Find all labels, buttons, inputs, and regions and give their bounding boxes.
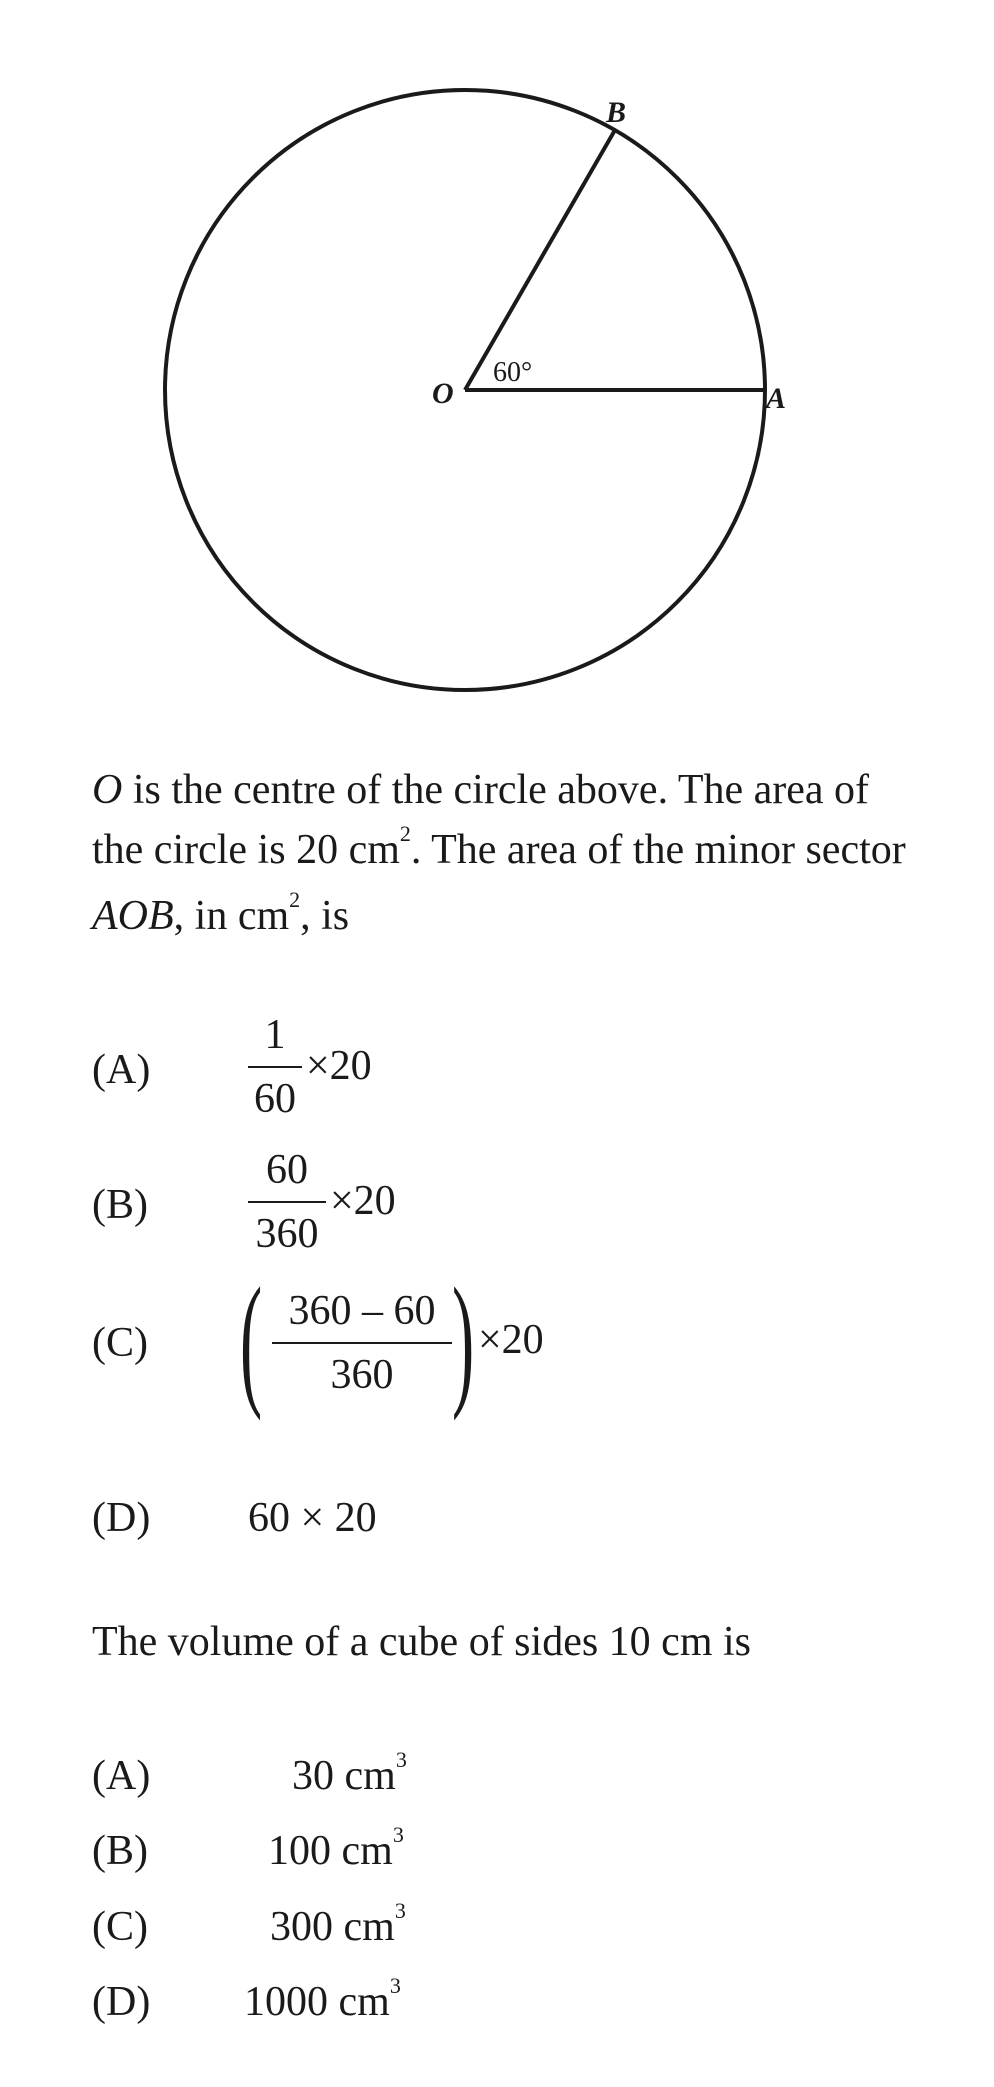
point-a-label: A [766,382,787,415]
cubed-sup: 3 [394,1898,406,1923]
option-letter: (B) [92,1182,148,1228]
var-aob: AOB [92,893,174,939]
option-d-expr: 60 × 20 [248,1495,377,1541]
option-letter: (B) [92,1828,148,1874]
option-letter: (D) [92,1979,151,2025]
option-letter: (C) [92,1320,148,1366]
numerator: 60 [266,1147,308,1193]
option-value [270,1897,406,1963]
q1-option-c-fraction [272,1284,452,1402]
option-letter: (D) [92,1495,151,1541]
question2-text: The volume of a cube of sides 10 cm is [92,1619,751,1665]
denominator: 60 [254,1076,296,1122]
option-value [268,1821,404,1887]
option-value [244,1972,401,2038]
left-paren: ( [240,1258,263,1422]
line2-end: . The area of the minor sector [410,827,906,873]
squared-sup: 2 [399,821,411,846]
squared-sup: 2 [289,887,301,912]
circle-sector-diagram [0,0,994,720]
cubed-sup: 3 [395,1747,407,1772]
right-paren: ) [452,1258,475,1422]
option-letter: (C) [92,1904,148,1950]
option-value [292,1746,407,1812]
denominator: 360 [255,1211,319,1257]
fraction-bar [248,1201,326,1203]
q1-option-a-fraction [248,1008,302,1126]
line1-text: is the centre of the circle above. The area of [122,767,870,813]
numerator: 360 – 60 [288,1288,436,1334]
value-text: 300 cm [270,1904,395,1950]
value-text: 30 cm [292,1753,396,1799]
q1-option-b-fraction [248,1143,326,1261]
line3-mid: , in cm [173,893,290,939]
question1-line2 [92,820,906,886]
fraction-bar [248,1066,302,1068]
var-o: O [92,767,123,813]
q1-option-b-tail: ×20 [330,1178,396,1224]
question1-stem [92,760,906,952]
option-letter: (A) [92,1047,151,1093]
q1-option-c-tail: ×20 [478,1317,544,1363]
fraction-bar [272,1342,452,1344]
question1-line3 [92,886,906,952]
denominator: 360 [330,1352,394,1398]
radius-ob [465,130,615,390]
cubed-sup: 3 [392,1822,404,1847]
question2-stem [92,1612,751,1672]
numerator: 1 [264,1012,286,1058]
cubed-sup: 3 [389,1973,401,1998]
line2-text: the circle is 20 cm [92,827,400,873]
value-text: 100 cm [268,1828,393,1874]
line3-end: , is [300,893,350,939]
question1-line1 [92,760,906,820]
point-b-label: B [606,96,627,129]
angle-label: 60° [493,357,533,388]
center-label: O [432,377,454,410]
q1-option-a-tail: ×20 [306,1043,372,1089]
option-letter: (A) [92,1753,151,1799]
value-text: 1000 cm [244,1979,390,2025]
